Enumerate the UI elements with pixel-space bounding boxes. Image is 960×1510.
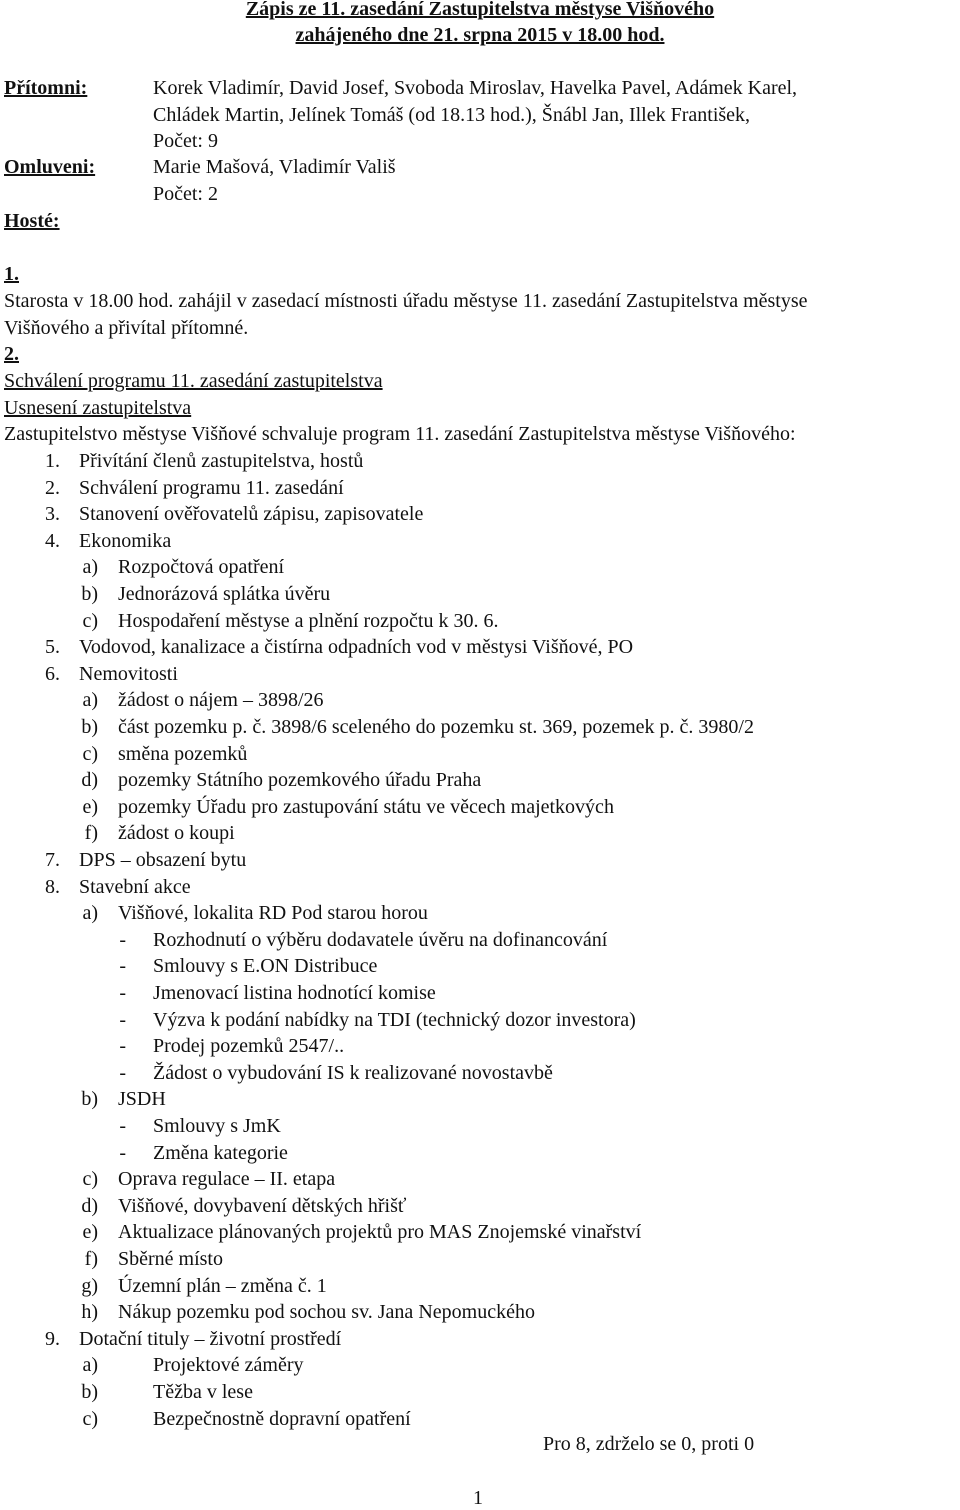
program-item-marker: 3. [45, 503, 60, 525]
program-item-text: Smlouvy s JmK [153, 1115, 281, 1137]
program-item-text: žádost o nájem – 3898/26 [118, 689, 324, 711]
program-item-text: Nemovitosti [79, 663, 178, 685]
program-item-marker: d) [81, 769, 98, 791]
program-item-marker: 5. [45, 636, 60, 658]
program-item-text: Stanovení ověřovatelů zápisu, zapisovatele [79, 503, 424, 525]
program-item-marker: - [119, 1142, 126, 1164]
vote-result: Pro 8, zdrželo se 0, proti 0 [543, 1433, 755, 1455]
program-item-marker: c) [82, 743, 98, 765]
program-item-text: Těžba v lese [153, 1381, 253, 1403]
section-2-number: 2. [4, 343, 19, 365]
present-names-line-2: Chládek Martin, Jelínek Tomáš (od 18.13 hod.), Šnábl Jan, Illek František, [153, 104, 751, 126]
program-item-text: Višňové, lokalita RD Pod starou horou [118, 902, 428, 924]
program-item-text: Sběrné místo [118, 1248, 223, 1270]
page-number: 1 [473, 1487, 483, 1509]
program-item-text: Projektové záměry [153, 1354, 304, 1376]
section-1-text-line-2: Višňového a přivítal přítomné. [4, 317, 249, 339]
program-item-marker: 7. [45, 849, 60, 871]
program-item-marker: 6. [45, 663, 60, 685]
program-item-marker: 4. [45, 530, 60, 552]
program-item-marker: a) [82, 556, 98, 578]
program-item-marker: 1. [45, 450, 60, 472]
program-item-marker: 9. [45, 1328, 60, 1350]
program-item-text: Vodovod, kanalizace a čistírna odpadních vod v městysi Višňové, PO [79, 636, 634, 658]
program-item-text: Jmenovací listina hodnotící komise [153, 982, 436, 1004]
program-item-marker: e) [82, 1221, 98, 1243]
program-item-text: Schválení programu 11. zasedání [79, 477, 344, 499]
program-item-marker: 8. [45, 876, 60, 898]
present-count: Počet: 9 [153, 130, 218, 152]
program-item-marker: b) [81, 583, 98, 605]
program-item-text: Výzva k podání nabídky na TDI (technický dozor investora) [153, 1009, 636, 1031]
program-item-text: Rozhodnutí o výběru dodavatele úvěru na dofinancování [153, 929, 608, 951]
program-item-text: pozemky Státního pozemkového úřadu Praha [118, 769, 482, 791]
program-item-text: Jednorázová splátka úvěru [118, 583, 331, 605]
program-item-text: JSDH [118, 1088, 166, 1110]
program-item-text: Územní plán – změna č. 1 [118, 1275, 327, 1297]
program-item-text: Bezpečnostně dopravní opatření [153, 1408, 411, 1430]
program-item-text: Stavební akce [79, 876, 191, 898]
excused-count: Počet: 2 [153, 183, 218, 205]
section-1-text-line-1: Starosta v 18.00 hod. zahájil v zasedací místnosti úřadu městyse 11. zasedání Zastupitelstva městyse [4, 290, 808, 312]
guests-label: Hosté: [4, 210, 60, 232]
program-item-text: Ekonomika [79, 530, 172, 552]
program-item-text: Aktualizace plánovaných projektů pro MAS Znojemské vinařství [118, 1221, 642, 1243]
program-item-marker: f) [84, 1248, 98, 1270]
program-item-marker: e) [82, 796, 98, 818]
program-item-marker: a) [82, 689, 98, 711]
program-item-text: Višňové, dovybavení dětských hřišť [118, 1195, 407, 1217]
program-item-text: Přivítání členů zastupitelstva, hostů [79, 450, 364, 472]
program-item-text: Změna kategorie [153, 1142, 288, 1164]
program-item-text: DPS – obsazení bytu [79, 849, 247, 871]
program-item-text: část pozemku p. č. 3898/6 sceleného do pozemku st. 369, pozemek p. č. 3980/2 [118, 716, 754, 738]
resolution-intro: Zastupitelstvo městyse Višňové schvaluje program 11. zasedání Zastupitelstva městyse Višňového: [4, 423, 796, 445]
program-item-text: Smlouvy s E.ON Distribuce [153, 955, 378, 977]
document-title-line-2: zahájeného dne 21. srpna 2015 v 18.00 hod. [295, 24, 665, 46]
excused-label: Omluveni: [4, 156, 96, 178]
program-item-marker: b) [81, 1088, 98, 1110]
program-item-text: směna pozemků [118, 743, 248, 765]
program-item-marker: - [119, 982, 126, 1004]
program-item-marker: c) [82, 610, 98, 632]
program-item-text: Nákup pozemku pod sochou sv. Jana Nepomuckého [118, 1301, 535, 1323]
program-item-marker: - [119, 929, 126, 951]
program-item-text: žádost o koupi [118, 822, 235, 844]
program-item-marker: - [119, 955, 126, 977]
program-item-marker: d) [81, 1195, 98, 1217]
program-item-marker: c) [82, 1408, 98, 1430]
program-item-text: Prodej pozemků 2547/.. [153, 1035, 345, 1057]
program-item-marker: h) [81, 1301, 98, 1323]
program-item-marker: 2. [45, 477, 60, 499]
program-item-marker: b) [81, 716, 98, 738]
excused-names: Marie Mašová, Vladimír Vališ [153, 156, 396, 178]
program-item-text: Hospodaření městyse a plnění rozpočtu k 30. 6. [118, 610, 499, 632]
resolution-heading: Usnesení zastupitelstva [4, 397, 192, 419]
program-item-text: Dotační tituly – životní prostředí [79, 1328, 342, 1350]
program-item-marker: f) [84, 822, 98, 844]
program-item-text: Žádost o vybudování IS k realizované novostavbě [153, 1062, 553, 1084]
program-item-text: pozemky Úřadu pro zastupování státu ve věcech majetkových [118, 796, 614, 818]
program-item-marker: a) [82, 902, 98, 924]
present-names-line-1: Korek Vladimír, David Josef, Svoboda Miroslav, Havelka Pavel, Adámek Karel, [153, 77, 798, 99]
program-item-marker: - [119, 1035, 126, 1057]
document-title-line-1: Zápis ze 11. zasedání Zastupitelstva městyse Višňového [245, 0, 715, 20]
program-item-text: Oprava regulace – II. etapa [118, 1168, 336, 1190]
program-item-marker: - [119, 1009, 126, 1031]
program-item-marker: g) [81, 1275, 98, 1297]
present-label: Přítomni: [4, 77, 88, 99]
program-item-marker: - [119, 1115, 126, 1137]
program-item-marker: a) [82, 1354, 98, 1376]
program-item-marker: c) [82, 1168, 98, 1190]
section-2-heading: Schválení programu 11. zasedání zastupitelstva [4, 370, 383, 392]
program-item-marker: - [119, 1062, 126, 1084]
program-item-marker: b) [81, 1381, 98, 1403]
program-item-text: Rozpočtová opatření [118, 556, 285, 578]
section-1-number: 1. [4, 263, 19, 285]
